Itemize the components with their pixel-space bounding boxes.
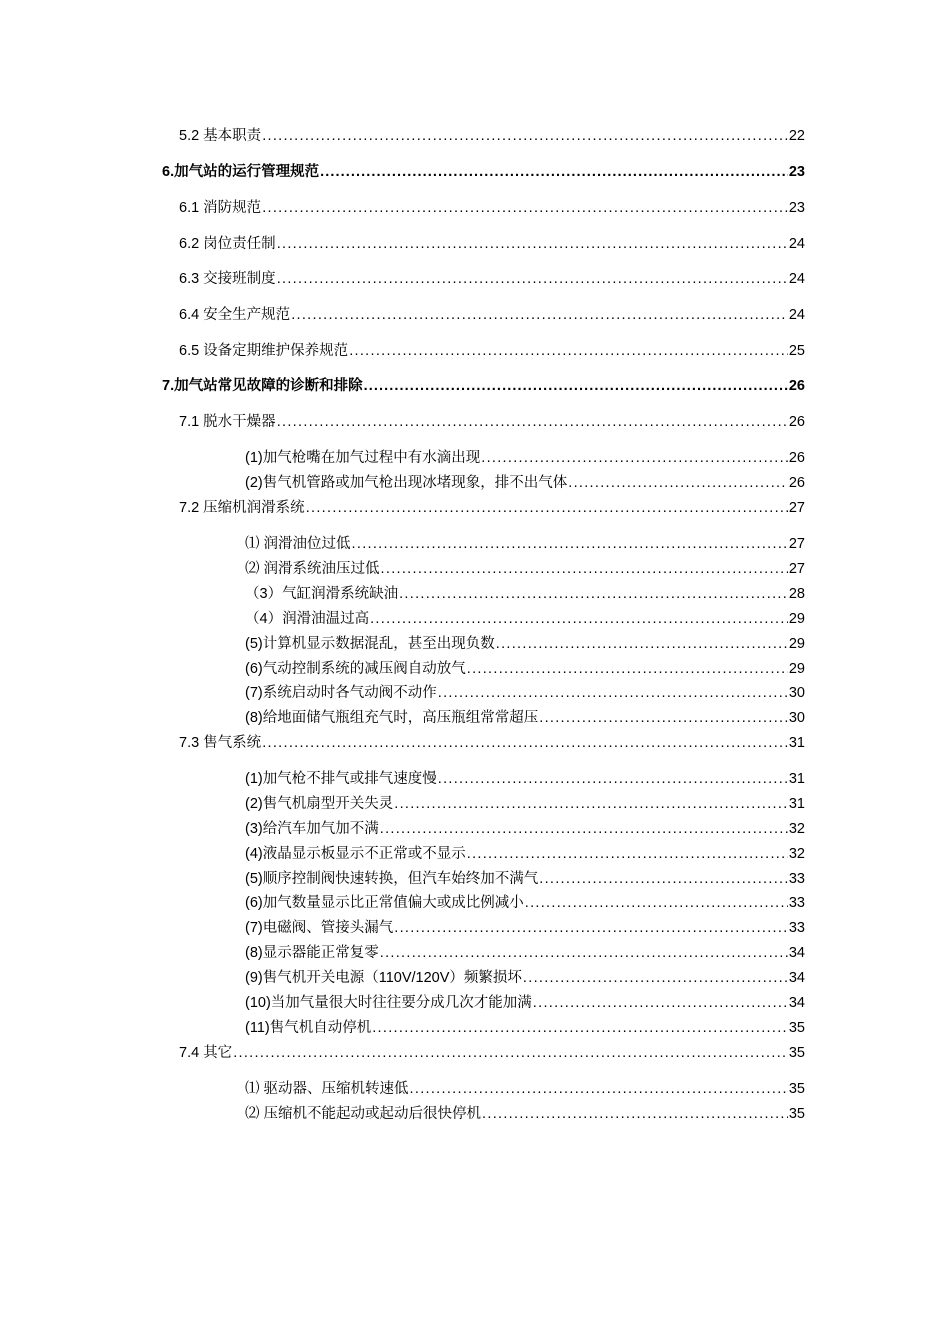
dot-leader — [372, 1019, 788, 1037]
toc-entry-title: 7.加气站常见故障的诊断和排除 — [162, 378, 363, 394]
toc-entry-title: ⑵ 压缩机不能起动或起动后很快停机 — [245, 1106, 482, 1122]
dot-leader — [352, 535, 788, 553]
toc-entry-page-number: 26 — [788, 450, 805, 466]
toc-entry-title: 6.2 岗位责任制 — [179, 236, 276, 252]
toc-entry[interactable] — [179, 306, 805, 324]
toc-entry[interactable] — [179, 199, 805, 217]
toc-entry-page-number: 31 — [788, 796, 805, 812]
toc-entry-title: 6.加气站的运行管理规范 — [162, 164, 320, 180]
toc-entry[interactable] — [245, 635, 805, 653]
toc-entry-page-number: 26 — [788, 378, 805, 394]
toc-entry[interactable] — [162, 163, 805, 181]
toc-entry-title: 6.3 交接班制度 — [179, 271, 276, 287]
toc-entry-page-number: 32 — [788, 846, 805, 862]
dot-leader — [262, 127, 788, 145]
dot-leader — [233, 1044, 788, 1062]
toc-entry[interactable] — [179, 342, 805, 360]
dot-leader — [438, 770, 788, 788]
toc-entry[interactable] — [245, 474, 805, 492]
toc-entry-title: （3）气缸润滑系统缺油 — [245, 586, 399, 602]
dot-leader — [481, 449, 788, 467]
toc-entry[interactable] — [245, 449, 805, 467]
toc-entry-page-number: 28 — [788, 586, 805, 602]
dot-leader — [320, 163, 788, 181]
toc-entry[interactable] — [245, 944, 805, 962]
toc-entry-title: (1)加气枪不排气或排气速度慢 — [245, 771, 437, 787]
dot-leader — [467, 845, 788, 863]
toc-entry-title: 6.5 设备定期维护保养规范 — [179, 343, 349, 359]
toc-entry-page-number: 35 — [788, 1106, 805, 1122]
dot-leader — [262, 199, 788, 217]
toc-entry-title: 7.2 压缩机润滑系统 — [179, 500, 305, 516]
toc-entry-title: 7.3 售气系统 — [179, 735, 262, 751]
toc-entry-title: (6)加气数量显示比正常值偏大或成比例减小 — [245, 895, 524, 911]
toc-entry-title: 6.1 消防规范 — [179, 200, 262, 216]
toc-entry-title: (5)计算机显示数据混乱，甚至出现负数 — [245, 636, 495, 652]
toc-entry[interactable] — [179, 499, 805, 517]
toc-entry-page-number: 29 — [788, 661, 805, 677]
toc-entry-page-number: 29 — [788, 611, 805, 627]
toc-entry-title: (2)售气机扇型开关失灵 — [245, 796, 394, 812]
toc-entry-page-number: 24 — [788, 307, 805, 323]
dot-leader — [364, 377, 788, 395]
toc-entry-page-number: 30 — [788, 710, 805, 726]
toc-entry-page-number: 23 — [788, 200, 805, 216]
toc-entry-page-number: 34 — [788, 995, 805, 1011]
toc-entry-page-number: 30 — [788, 685, 805, 701]
dot-leader — [410, 1080, 788, 1098]
dot-leader — [277, 235, 788, 253]
toc-entry-page-number: 29 — [788, 636, 805, 652]
toc-entry-page-number: 26 — [788, 414, 805, 430]
toc-entry[interactable] — [245, 994, 805, 1012]
dot-leader — [277, 270, 788, 288]
toc-entry[interactable] — [245, 709, 805, 727]
toc-entry-title: 7.4 其它 — [179, 1045, 233, 1061]
toc-entry[interactable] — [245, 969, 805, 987]
toc-entry[interactable] — [245, 560, 805, 578]
toc-entry-page-number: 22 — [788, 128, 805, 144]
toc-entry-title: （4）润滑油温过高 — [245, 611, 370, 627]
toc-entry-title: (6)气动控制系统的减压阀自动放气 — [245, 661, 466, 677]
toc-entry-page-number: 33 — [788, 871, 805, 887]
toc-entry[interactable] — [245, 795, 805, 813]
toc-entry[interactable] — [245, 660, 805, 678]
dot-leader — [349, 342, 788, 360]
toc-entry-title: (1)加气枪嘴在加气过程中有水滴出现 — [245, 450, 481, 466]
dot-leader — [568, 474, 788, 492]
dot-leader — [262, 734, 788, 752]
toc-entry-page-number: 24 — [788, 236, 805, 252]
toc-entry-page-number: 35 — [788, 1020, 805, 1036]
toc-entry-title: (3)给汽车加气加不满 — [245, 821, 379, 837]
toc-entry-page-number: 35 — [788, 1045, 805, 1061]
toc-entry[interactable] — [245, 1019, 805, 1037]
dot-leader — [496, 635, 788, 653]
dot-leader — [394, 919, 788, 937]
toc-entry-page-number: 23 — [788, 164, 805, 180]
dot-leader — [381, 560, 788, 578]
toc-entry-page-number: 31 — [788, 771, 805, 787]
toc-entry[interactable] — [245, 770, 805, 788]
toc-entry-title: (9)售气机开关电源（110V/120V）频繁损坏 — [245, 970, 522, 986]
dot-leader — [380, 820, 788, 838]
toc-entry[interactable] — [245, 870, 805, 888]
toc-entry-page-number: 31 — [788, 735, 805, 751]
toc-entry-page-number: 34 — [788, 970, 805, 986]
toc-entry[interactable] — [245, 1105, 805, 1123]
toc-entry-page-number: 34 — [788, 945, 805, 961]
dot-leader — [380, 944, 788, 962]
toc-entry-page-number: 25 — [788, 343, 805, 359]
toc-entry[interactable] — [245, 684, 805, 702]
dot-leader — [533, 994, 788, 1012]
dot-leader — [438, 684, 788, 702]
dot-leader — [370, 610, 788, 628]
toc-entry-title: (11)售气机自动停机 — [245, 1020, 372, 1036]
dot-leader — [467, 660, 788, 678]
toc-entry-page-number: 27 — [788, 500, 805, 516]
dot-leader — [525, 894, 788, 912]
toc-entry-title: (5)顺序控制阀快速转换，但汽车始终加不满气 — [245, 871, 539, 887]
toc-entry-title: 5.2 基本职责 — [179, 128, 262, 144]
toc-entry-title: (7)系统启动时各气动阀不动作 — [245, 685, 437, 701]
toc-entry[interactable] — [245, 610, 805, 628]
dot-leader — [539, 709, 788, 727]
toc-entry[interactable] — [245, 585, 805, 603]
toc-entry-title: 7.1 脱水干燥器 — [179, 414, 276, 430]
toc-entry-page-number: 26 — [788, 475, 805, 491]
toc-entry-title: ⑴ 驱动器、压缩机转速低 — [245, 1081, 409, 1097]
toc-entry[interactable] — [179, 413, 805, 431]
dot-leader — [523, 969, 788, 987]
toc-entry[interactable] — [245, 535, 805, 553]
dot-leader — [394, 795, 788, 813]
toc-entry-page-number: 27 — [788, 536, 805, 552]
toc-entry[interactable] — [245, 1080, 805, 1098]
dot-leader — [306, 499, 788, 517]
toc-entry-page-number: 35 — [788, 1081, 805, 1097]
toc-entry-title: ⑵ 润滑系统油压过低 — [245, 561, 380, 577]
dot-leader — [539, 870, 788, 888]
toc-entry[interactable] — [245, 820, 805, 838]
toc-entry[interactable] — [179, 270, 805, 288]
toc-entry[interactable] — [245, 919, 805, 937]
toc-entry-title: ⑴ 润滑油位过低 — [245, 536, 351, 552]
toc-entry-title: (8)显示器能正常复零 — [245, 945, 379, 961]
dot-leader — [291, 306, 788, 324]
toc-entry-title: (8)给地面储气瓶组充气时，高压瓶组常常超压 — [245, 710, 539, 726]
toc-entry-page-number: 33 — [788, 920, 805, 936]
toc-entry-page-number: 33 — [788, 895, 805, 911]
toc-entry[interactable] — [179, 1044, 805, 1062]
toc-entry[interactable] — [245, 894, 805, 912]
toc-entry[interactable] — [179, 734, 805, 752]
toc-entry-page-number: 27 — [788, 561, 805, 577]
toc-entry-title: (4)液晶显示板显示不正常或不显示 — [245, 846, 466, 862]
toc-entry[interactable] — [179, 127, 805, 145]
dot-leader — [277, 413, 788, 431]
toc-entry-title: (10)当加气量很大时往往要分成几次才能加满 — [245, 995, 532, 1011]
toc-entry[interactable] — [245, 845, 805, 863]
toc-entry-page-number: 24 — [788, 271, 805, 287]
toc-entry[interactable] — [162, 377, 805, 395]
dot-leader — [399, 585, 788, 603]
toc-entry[interactable] — [179, 235, 805, 253]
toc-entry-title: 6.4 安全生产规范 — [179, 307, 291, 323]
toc-entry-title: (7)电磁阀、管接头漏气 — [245, 920, 394, 936]
dot-leader — [482, 1105, 788, 1123]
toc-entry-title: (2)售气机管路或加气枪出现冰堵现象，排不出气体 — [245, 475, 568, 491]
toc-entry-page-number: 32 — [788, 821, 805, 837]
